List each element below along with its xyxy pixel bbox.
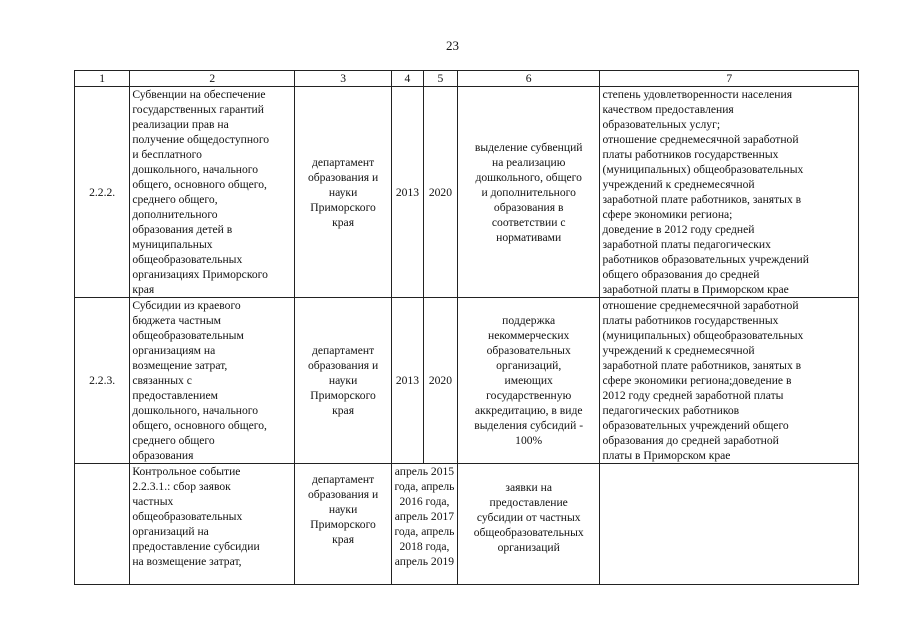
target-indicators bbox=[600, 464, 859, 585]
table-row bbox=[75, 298, 859, 464]
expected-result: поддержка некоммерческих образовательных организаций, имеющих государственную аккредитацию, в виде выделения субсидий - 100% bbox=[457, 298, 600, 464]
page-number: 23 bbox=[446, 38, 459, 53]
activity-name: Контрольное событие 2.2.3.1.: сбор заявок частных общеобразовательных организаций на предоставление субсидии на возмещение затрат, bbox=[130, 464, 295, 585]
target-indicators: степень удовлетворенности населения качеством предоставления образовательных услуг; отношение среднемесячной заработной платы работников государственных (муниципальных) общеобразовательных учреждений к среднемесячной заработной плате работников, занятых в сфере экономики региона; доведение в 2012 году средней заработной платы педагогических работников образовательных учреждений общего образования до средней заработной платы в Приморском крае bbox=[600, 87, 859, 298]
activity-name: Субсидии из краевого бюджета частным общеобразовательным организациям на возмещение затрат, связанных с предоставлением дошкольного, начального общего, основного общего, среднего общего образования bbox=[130, 298, 295, 464]
program-activities-table bbox=[74, 70, 859, 585]
column-number-row bbox=[75, 71, 859, 87]
row-number: 2.2.2. bbox=[75, 87, 130, 298]
target-indicators: отношение среднемесячной заработной платы работников государственных (муниципальных) общеобразовательных учреждений к среднемесячной заработной плате работников, занятых в сфере экономики региона;доведение в 2012 году средней заработной платы педагогических работников образовательных учреждений общего образования до средней заработной платы в Приморском крае bbox=[600, 298, 859, 464]
end-year: 2020 bbox=[423, 298, 457, 464]
column-number: 4 bbox=[391, 71, 423, 87]
expected-result: заявки на предоставление субсидии от частных общеобразовательных организаций bbox=[457, 464, 600, 585]
column-number: 7 bbox=[600, 71, 859, 87]
table-row bbox=[75, 87, 859, 298]
row-number: 2.2.3. bbox=[75, 298, 130, 464]
start-year: 2013 bbox=[391, 298, 423, 464]
executor: департамент образования и науки Приморского края bbox=[295, 87, 392, 298]
expected-result: выделение субвенций на реализацию дошкольного, общего и дополнительного образования в соответствии с нормативами bbox=[457, 87, 600, 298]
event-period: апрель 2015 года, апрель 2016 года, апрель 2017 года, апрель 2018 года, апрель 2019 bbox=[391, 464, 457, 585]
start-year: 2013 bbox=[391, 87, 423, 298]
column-number: 6 bbox=[457, 71, 600, 87]
row-number bbox=[75, 464, 130, 585]
column-number: 3 bbox=[295, 71, 392, 87]
column-number: 5 bbox=[423, 71, 457, 87]
executor: департамент образования и науки Приморского края bbox=[295, 298, 392, 464]
activity-name: Субвенции на обеспечение государственных гарантий реализации прав на получение общедоступного и бесплатного дошкольного, начального общего, основного общего, среднего общего, дополнительного образования детей в муниципальных общеобразовательных организациях Приморского края bbox=[130, 87, 295, 298]
column-number: 1 bbox=[75, 71, 130, 87]
executor: департамент образования и науки Приморского края bbox=[295, 464, 392, 585]
column-number: 2 bbox=[130, 71, 295, 87]
table-row bbox=[75, 464, 859, 585]
end-year: 2020 bbox=[423, 87, 457, 298]
